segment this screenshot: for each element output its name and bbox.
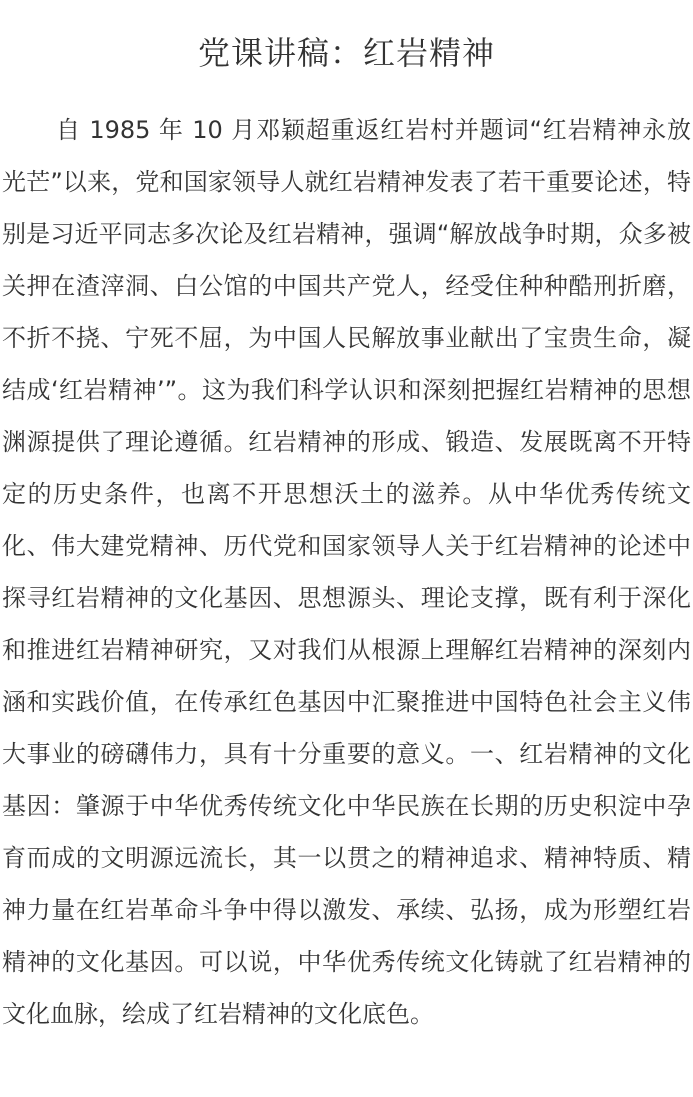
article-body: 自 1985 年 10 月邓颖超重返红岩村并题词“红岩精神永放光芒”以来，党和国家领导人就红岩精神发表了若干重要论述，特别是习近平同志多次论及红岩精神，强调“解放战争时期，众多被关押在渣滓洞、白公馆的中国共产党人，经受住种种酷刑折磨，不折不挠、宁死不屈，为中国人民解放事业献出了宝贵生命，凝结成‘红岩精神’”。这为我们科学认识和深刻把握红岩精神的思想渊源提供了理论遵循。红岩精神的形成、锻造、发展既离不开特定的历史条件，也离不开思想沃土的滋养。从中华优秀传统文化、伟大建党精神、历代党和国家领导人关于红岩精神的论述中探寻红岩精神的文化基因、思想源头、理论支撑，既有利于深化和推进红岩精神研究，又对我们从根源上理解红岩精神的深刻内涵和实践价值，在传承红色基因中汇聚推进中国特色社会主义伟大事业的磅礴伟力，具有十分重要的意义。一、红岩精神的文化基因：肇源于中华优秀传统文化中华民族在长期的历史积淀中孕育而成的文明源远流长，其一以贯之的精神追求、精神特质、精神力量在红岩革命斗争中得以激发、承续、弘扬，成为形塑红岩精神的文化基因。可以说，中华优秀传统文化铸就了红岩精神的文化血脉，绘成了红岩精神的文化底色。 (2, 116, 691, 1028)
page-title: 党课讲稿：红岩精神 (197, 34, 495, 72)
